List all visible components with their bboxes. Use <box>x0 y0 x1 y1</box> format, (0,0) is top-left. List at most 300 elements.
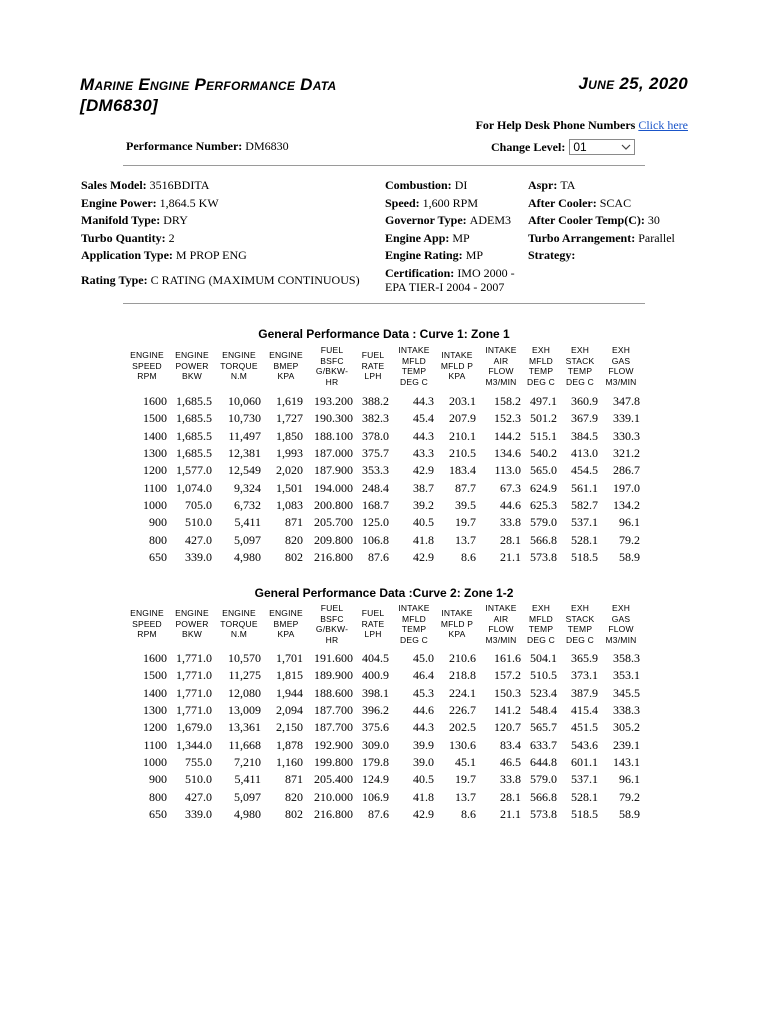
column-header-line: ENGINE <box>175 350 209 361</box>
info-label: Application Type: <box>81 248 176 262</box>
table-row <box>0 515 768 532</box>
table-cell: 1500 <box>143 668 167 683</box>
table-cell: 820 <box>285 532 303 547</box>
table-cell: 205.400 <box>314 772 353 787</box>
help-link[interactable]: Click here <box>638 118 688 132</box>
table-cell: 510.0 <box>185 772 212 787</box>
column-header-line: TEMP <box>401 624 427 634</box>
table-cell: 1,577.0 <box>176 463 212 478</box>
table-row <box>0 411 768 428</box>
table-cell: 13.7 <box>455 789 476 804</box>
info-col3-item-1 <box>528 196 631 210</box>
performance-value: DM6830 <box>245 139 289 153</box>
table-cell: 601.1 <box>571 755 598 770</box>
table-cell: 566.8 <box>530 532 557 547</box>
table-cell: 41.8 <box>413 532 434 547</box>
table-cell: 1400 <box>143 685 167 700</box>
table-cell: 5,411 <box>234 515 261 530</box>
table-cell: 347.8 <box>613 394 640 408</box>
info-value: DRY <box>163 213 188 227</box>
info-value: TA <box>560 178 576 192</box>
table-cell: 900 <box>149 772 167 787</box>
table-cell: 216.800 <box>314 807 353 822</box>
table-cell: 45.4 <box>413 411 434 426</box>
table-cell: 28.1 <box>500 532 521 547</box>
table-cell: 309.0 <box>362 737 389 752</box>
table-cell: 1100 <box>143 480 167 495</box>
column-header-line: MFLD <box>402 613 426 624</box>
column-header-line: FUEL <box>361 608 385 619</box>
table-cell: 802 <box>285 807 303 822</box>
table-row <box>0 481 768 498</box>
table-cell: 528.1 <box>571 789 598 804</box>
table-cell: 1,850 <box>276 428 303 443</box>
info-col2-item-2 <box>385 213 511 227</box>
table-cell: 187.700 <box>314 703 353 718</box>
table-cell: 191.600 <box>314 651 353 665</box>
table-cell: 365.9 <box>571 651 598 665</box>
column-header-line: STACK <box>565 613 595 624</box>
table-cell: 188.100 <box>314 428 353 443</box>
table-cell: 216.800 <box>314 550 353 565</box>
table-cell: 523.4 <box>530 685 557 700</box>
column-header-line: DEG C <box>400 376 428 387</box>
column-header-line: EXH <box>611 345 631 355</box>
info-value: 3516BDITA <box>149 178 210 192</box>
table-cell: 633.7 <box>530 737 557 752</box>
info-col3-item-2 <box>528 213 660 227</box>
table-cell: 427.0 <box>185 789 212 804</box>
table-cell: 33.8 <box>500 515 521 530</box>
column-header-line: RPM <box>137 629 157 640</box>
table-cell: 161.6 <box>494 651 521 665</box>
table-cell: 21.1 <box>500 550 521 565</box>
table-cell: 188.600 <box>314 685 353 700</box>
table-cell: 358.3 <box>613 651 640 665</box>
table-cell: 106.9 <box>362 789 389 804</box>
column-header-line: BMEP <box>273 360 299 371</box>
column-header-line: GAS <box>611 613 631 624</box>
table-cell: 12,549 <box>228 463 261 478</box>
table-cell: 398.1 <box>362 685 389 700</box>
table-cell: 28.1 <box>500 789 521 804</box>
table-row <box>0 703 768 720</box>
column-header-line: MFLD P <box>440 618 474 629</box>
table-cell: 305.2 <box>613 720 640 735</box>
column-header-line: EXH <box>570 603 590 613</box>
table-cell: 345.5 <box>613 685 640 700</box>
table-cell: 58.9 <box>619 807 640 822</box>
table-cell: 21.1 <box>500 807 521 822</box>
table-2-title: General Performance Data :Curve 2: Zone 1-2 <box>254 586 514 600</box>
table-cell: 33.8 <box>500 772 521 787</box>
table-cell: 194.000 <box>314 480 353 495</box>
table-cell: 193.200 <box>314 394 353 408</box>
table-cell: 125.0 <box>362 515 389 530</box>
column-header-line: GAS <box>611 355 631 366</box>
table-row <box>0 790 768 807</box>
column-header-line: RATE <box>361 618 385 629</box>
info-value: MP <box>452 231 470 245</box>
info-label: Turbo Arrangement: <box>528 231 639 245</box>
table-cell: 141.2 <box>494 703 521 718</box>
table-row <box>0 550 768 567</box>
table-cell: 42.9 <box>413 550 434 565</box>
column-header-line: BSFC <box>320 613 344 624</box>
table-cell: 210.6 <box>449 651 476 665</box>
column-header-line: TEMP <box>401 366 427 376</box>
info-value: Parallel <box>638 231 675 245</box>
table-cell: 4,980 <box>234 807 261 822</box>
table-row <box>0 429 768 446</box>
column-header-line: DEG C <box>566 376 594 387</box>
info-label: Manifold Type: <box>81 213 164 227</box>
table-cell: 871 <box>285 772 303 787</box>
table-cell: 900 <box>149 515 167 530</box>
column-header <box>215 350 263 382</box>
table-cell: 44.3 <box>413 394 434 408</box>
table-cell: 96.1 <box>619 772 640 787</box>
table-1-title: General Performance Data : Curve 1: Zone 1 <box>258 327 510 341</box>
table-cell: 187.700 <box>314 720 353 735</box>
info-value: C RATING (MAXIMUM CONTINUOUS) <box>150 273 360 287</box>
table-cell: 202.5 <box>449 720 476 735</box>
table-cell: 1,701 <box>276 651 303 665</box>
table-cell: 83.4 <box>500 737 521 752</box>
column-header-line: BKW <box>182 371 202 382</box>
table-cell: 566.8 <box>530 789 557 804</box>
table-cell: 42.9 <box>413 807 434 822</box>
table-cell: 1,771.0 <box>176 651 212 665</box>
column-header-line: LPH <box>364 629 382 640</box>
table-cell: 40.5 <box>413 515 434 530</box>
table-cell: 573.8 <box>530 550 557 565</box>
table-cell: 39.0 <box>413 755 434 770</box>
table-cell: 353.3 <box>362 463 389 478</box>
column-header-line: STACK <box>565 355 595 366</box>
column-header-line: FUEL <box>320 603 344 613</box>
table-cell: 87.6 <box>368 550 389 565</box>
table-cell: 199.800 <box>314 755 353 770</box>
table-cell: 12,080 <box>228 685 261 700</box>
table-cell: 1,679.0 <box>176 720 212 735</box>
divider-top <box>123 165 645 166</box>
column-header-line: BSFC <box>320 355 344 366</box>
table-cell: 239.1 <box>613 737 640 752</box>
table-cell: 42.9 <box>413 463 434 478</box>
table-cell: 518.5 <box>571 807 598 822</box>
table-cell: 19.7 <box>455 515 476 530</box>
column-header-line: FLOW <box>488 624 514 634</box>
table-row <box>0 463 768 480</box>
table-cell: 46.5 <box>500 755 521 770</box>
column-header-line: DEG C <box>527 376 555 387</box>
table-row <box>0 686 768 703</box>
table-cell: 2,094 <box>276 703 303 718</box>
table-cell: 2,150 <box>276 720 303 735</box>
table-cell: 1,685.5 <box>176 411 212 426</box>
column-header-line: FUEL <box>320 345 344 355</box>
table-cell: 454.5 <box>571 463 598 478</box>
table-cell: 497.1 <box>530 394 557 408</box>
table-cell: 58.9 <box>619 550 640 565</box>
column-header-line: FLOW <box>608 366 634 376</box>
table-cell: 157.2 <box>494 668 521 683</box>
table-cell: 501.2 <box>530 411 557 426</box>
table-cell: 1,619 <box>276 394 303 408</box>
column-header-line: HR <box>325 376 339 387</box>
table-cell: 152.3 <box>494 411 521 426</box>
column-header-line: ENGINE <box>269 608 303 619</box>
info-col1-item-4 <box>81 248 247 262</box>
info-col3-item-4 <box>528 248 575 262</box>
info-col2-item-4 <box>385 248 483 262</box>
table-cell: 183.4 <box>449 463 476 478</box>
info-value: DI <box>454 178 468 192</box>
table-cell: 1,501 <box>276 480 303 495</box>
title-text: Marine Engine Performance Data <box>80 75 337 94</box>
column-header <box>123 608 171 640</box>
table-cell: 1,685.5 <box>176 428 212 443</box>
table-cell: 565.0 <box>530 463 557 478</box>
column-header <box>123 350 171 382</box>
table-cell: 548.4 <box>530 703 557 718</box>
table-cell: 504.1 <box>530 651 557 665</box>
column-header <box>262 350 310 382</box>
table-cell: 579.0 <box>530 515 557 530</box>
table-cell: 1000 <box>143 498 167 513</box>
table-cell: 144.2 <box>494 428 521 443</box>
column-header-line: MFLD <box>402 355 426 366</box>
table-cell: 705.0 <box>185 498 212 513</box>
table-cell: 38.7 <box>413 480 434 495</box>
info-col2-item-1 <box>385 196 478 210</box>
column-header-line: AIR <box>493 613 509 624</box>
table-cell: 384.5 <box>571 428 598 443</box>
table-row <box>0 720 768 737</box>
table-cell: 537.1 <box>571 515 598 530</box>
column-header-line: M3/MIN <box>605 634 637 645</box>
info-label: Aspr: <box>528 178 561 192</box>
table-cell: 4,980 <box>234 550 261 565</box>
table-cell: 800 <box>149 789 167 804</box>
column-header-line: KPA <box>277 629 295 640</box>
table-cell: 339.0 <box>185 550 212 565</box>
table-cell: 1,878 <box>276 737 303 752</box>
table-cell: 1000 <box>143 755 167 770</box>
help-line <box>476 118 688 133</box>
table-cell: 540.2 <box>530 446 557 461</box>
table-cell: 197.0 <box>613 480 640 495</box>
column-header-line: INTAKE <box>398 345 430 355</box>
table-cell: 207.9 <box>449 411 476 426</box>
column-header-line: INTAKE <box>485 603 517 613</box>
table-cell: 415.4 <box>571 703 598 718</box>
table-row <box>0 772 768 789</box>
table-cell: 573.8 <box>530 807 557 822</box>
table-cell: 87.6 <box>368 807 389 822</box>
table-cell: 226.7 <box>449 703 476 718</box>
info-value: IMO 2000 - <box>457 266 515 280</box>
info-value-line2: EPA TIER-I 2004 - 2007 <box>385 280 505 294</box>
table-cell: 373.1 <box>571 668 598 683</box>
column-header-line: RATE <box>361 360 385 371</box>
info-label: Engine Power: <box>81 196 160 210</box>
column-header-line: G/BKW- <box>315 624 349 634</box>
info-col3-item-0 <box>528 178 575 192</box>
table-cell: 248.4 <box>362 480 389 495</box>
table-cell: 1,083 <box>276 498 303 513</box>
table-cell: 224.1 <box>449 685 476 700</box>
info-col1-item-3 <box>81 231 175 245</box>
document-date: June 25, 2020 <box>578 74 688 93</box>
table-row <box>0 738 768 755</box>
table-cell: 404.5 <box>362 651 389 665</box>
table-row <box>0 755 768 772</box>
column-header <box>433 350 481 382</box>
column-header-line: POWER <box>175 360 209 371</box>
table-cell: 6,732 <box>234 498 261 513</box>
info-col2-item-3 <box>385 231 470 245</box>
column-header-line: RPM <box>137 371 157 382</box>
table-cell: 1,685.5 <box>176 446 212 461</box>
table-cell: 205.700 <box>314 515 353 530</box>
table-cell: 44.3 <box>413 428 434 443</box>
performance-number <box>126 139 289 154</box>
column-header-line: G/BKW- <box>315 366 349 376</box>
table-cell: 13,361 <box>228 720 261 735</box>
table-cell: 113.0 <box>494 463 521 478</box>
table-row <box>0 807 768 824</box>
column-header-line: ENGINE <box>130 350 164 361</box>
table-cell: 39.5 <box>455 498 476 513</box>
column-header-line: POWER <box>175 618 209 629</box>
table-cell: 387.9 <box>571 685 598 700</box>
table-cell: 1,771.0 <box>176 685 212 700</box>
table-cell: 330.3 <box>613 428 640 443</box>
table-cell: 5,097 <box>234 532 261 547</box>
table-cell: 800 <box>149 532 167 547</box>
column-header-line: TEMP <box>528 366 554 376</box>
table-cell: 1,685.5 <box>176 394 212 408</box>
column-header-line: KPA <box>448 371 466 382</box>
table-cell: 106.8 <box>362 532 389 547</box>
column-header-line: HR <box>325 634 339 645</box>
table-cell: 9,324 <box>234 480 261 495</box>
info-value: SCAC <box>599 196 632 210</box>
document-title <box>80 74 337 116</box>
info-label: Rating Type: <box>81 273 151 287</box>
table-cell: 8.6 <box>461 807 476 822</box>
table-cell: 375.6 <box>362 720 389 735</box>
table-cell: 561.1 <box>571 480 598 495</box>
table-cell: 168.7 <box>362 498 389 513</box>
table-cell: 5,411 <box>234 772 261 787</box>
table-cell: 39.2 <box>413 498 434 513</box>
column-header-line: SPEED <box>132 618 162 629</box>
change-level-select[interactable] <box>569 139 635 155</box>
table-cell: 200.800 <box>314 498 353 513</box>
table-cell: 1200 <box>143 720 167 735</box>
column-header-line: LPH <box>364 371 382 382</box>
table-cell: 510.0 <box>185 515 212 530</box>
table-cell: 124.9 <box>362 772 389 787</box>
table-cell: 190.300 <box>314 411 353 426</box>
table-cell: 13,009 <box>228 703 261 718</box>
table-cell: 1600 <box>143 651 167 665</box>
change-level <box>491 139 635 155</box>
column-header-line: DEG C <box>400 634 428 645</box>
column-header <box>168 608 216 640</box>
table-cell: 1,771.0 <box>176 703 212 718</box>
column-header <box>390 345 438 387</box>
info-value: 30 <box>647 213 660 227</box>
table-cell: 79.2 <box>619 789 640 804</box>
column-header-line: AIR <box>493 355 509 366</box>
table-cell: 1600 <box>143 394 167 408</box>
table-cell: 543.6 <box>571 737 598 752</box>
column-header-line: EXH <box>611 603 631 613</box>
table-cell: 187.000 <box>314 446 353 461</box>
column-header-line: TEMP <box>567 624 593 634</box>
info-value: 2 <box>168 231 175 245</box>
table-cell: 134.2 <box>613 498 640 513</box>
table-cell: 203.1 <box>449 394 476 408</box>
table-cell: 375.7 <box>362 446 389 461</box>
column-header-line: TORQUE <box>220 618 258 629</box>
table-cell: 11,668 <box>228 737 261 752</box>
info-label: After Cooler Temp(C): <box>528 213 648 227</box>
column-header-line: FLOW <box>608 624 634 634</box>
info-col2-item-5 <box>385 266 515 294</box>
table-row <box>0 533 768 550</box>
table-cell: 158.2 <box>494 394 521 408</box>
table-cell: 79.2 <box>619 532 640 547</box>
table-cell: 96.1 <box>619 515 640 530</box>
table-cell: 187.900 <box>314 463 353 478</box>
column-header-line: N.M <box>230 629 248 640</box>
info-label: Strategy: <box>528 248 576 262</box>
column-header-line: INTAKE <box>398 603 430 613</box>
table-row <box>0 446 768 463</box>
column-header-line: INTAKE <box>485 345 517 355</box>
table-row <box>0 498 768 515</box>
column-header-line: MFLD <box>529 355 553 366</box>
column-header <box>597 345 645 387</box>
info-value: M PROP ENG <box>175 248 247 262</box>
table-cell: 143.1 <box>613 755 640 770</box>
table-cell: 150.3 <box>494 685 521 700</box>
table-cell: 565.7 <box>530 720 557 735</box>
column-header-line: TEMP <box>567 366 593 376</box>
column-header <box>168 350 216 382</box>
column-header-line: TEMP <box>528 624 554 634</box>
info-label: Sales Model: <box>81 178 150 192</box>
column-header-line: N.M <box>230 371 248 382</box>
column-header-line: TORQUE <box>220 360 258 371</box>
title-code: [DM6830] <box>80 96 158 115</box>
table-cell: 44.6 <box>500 498 521 513</box>
info-label: Engine Rating: <box>385 248 466 262</box>
table-cell: 427.0 <box>185 532 212 547</box>
table-cell: 210.5 <box>449 446 476 461</box>
table-cell: 44.3 <box>413 720 434 735</box>
table-cell: 12,381 <box>228 446 261 461</box>
column-header-line: ENGINE <box>222 350 256 361</box>
table-cell: 209.800 <box>314 532 353 547</box>
change-level-value: 01 <box>573 140 587 154</box>
table-cell: 510.5 <box>530 668 557 683</box>
